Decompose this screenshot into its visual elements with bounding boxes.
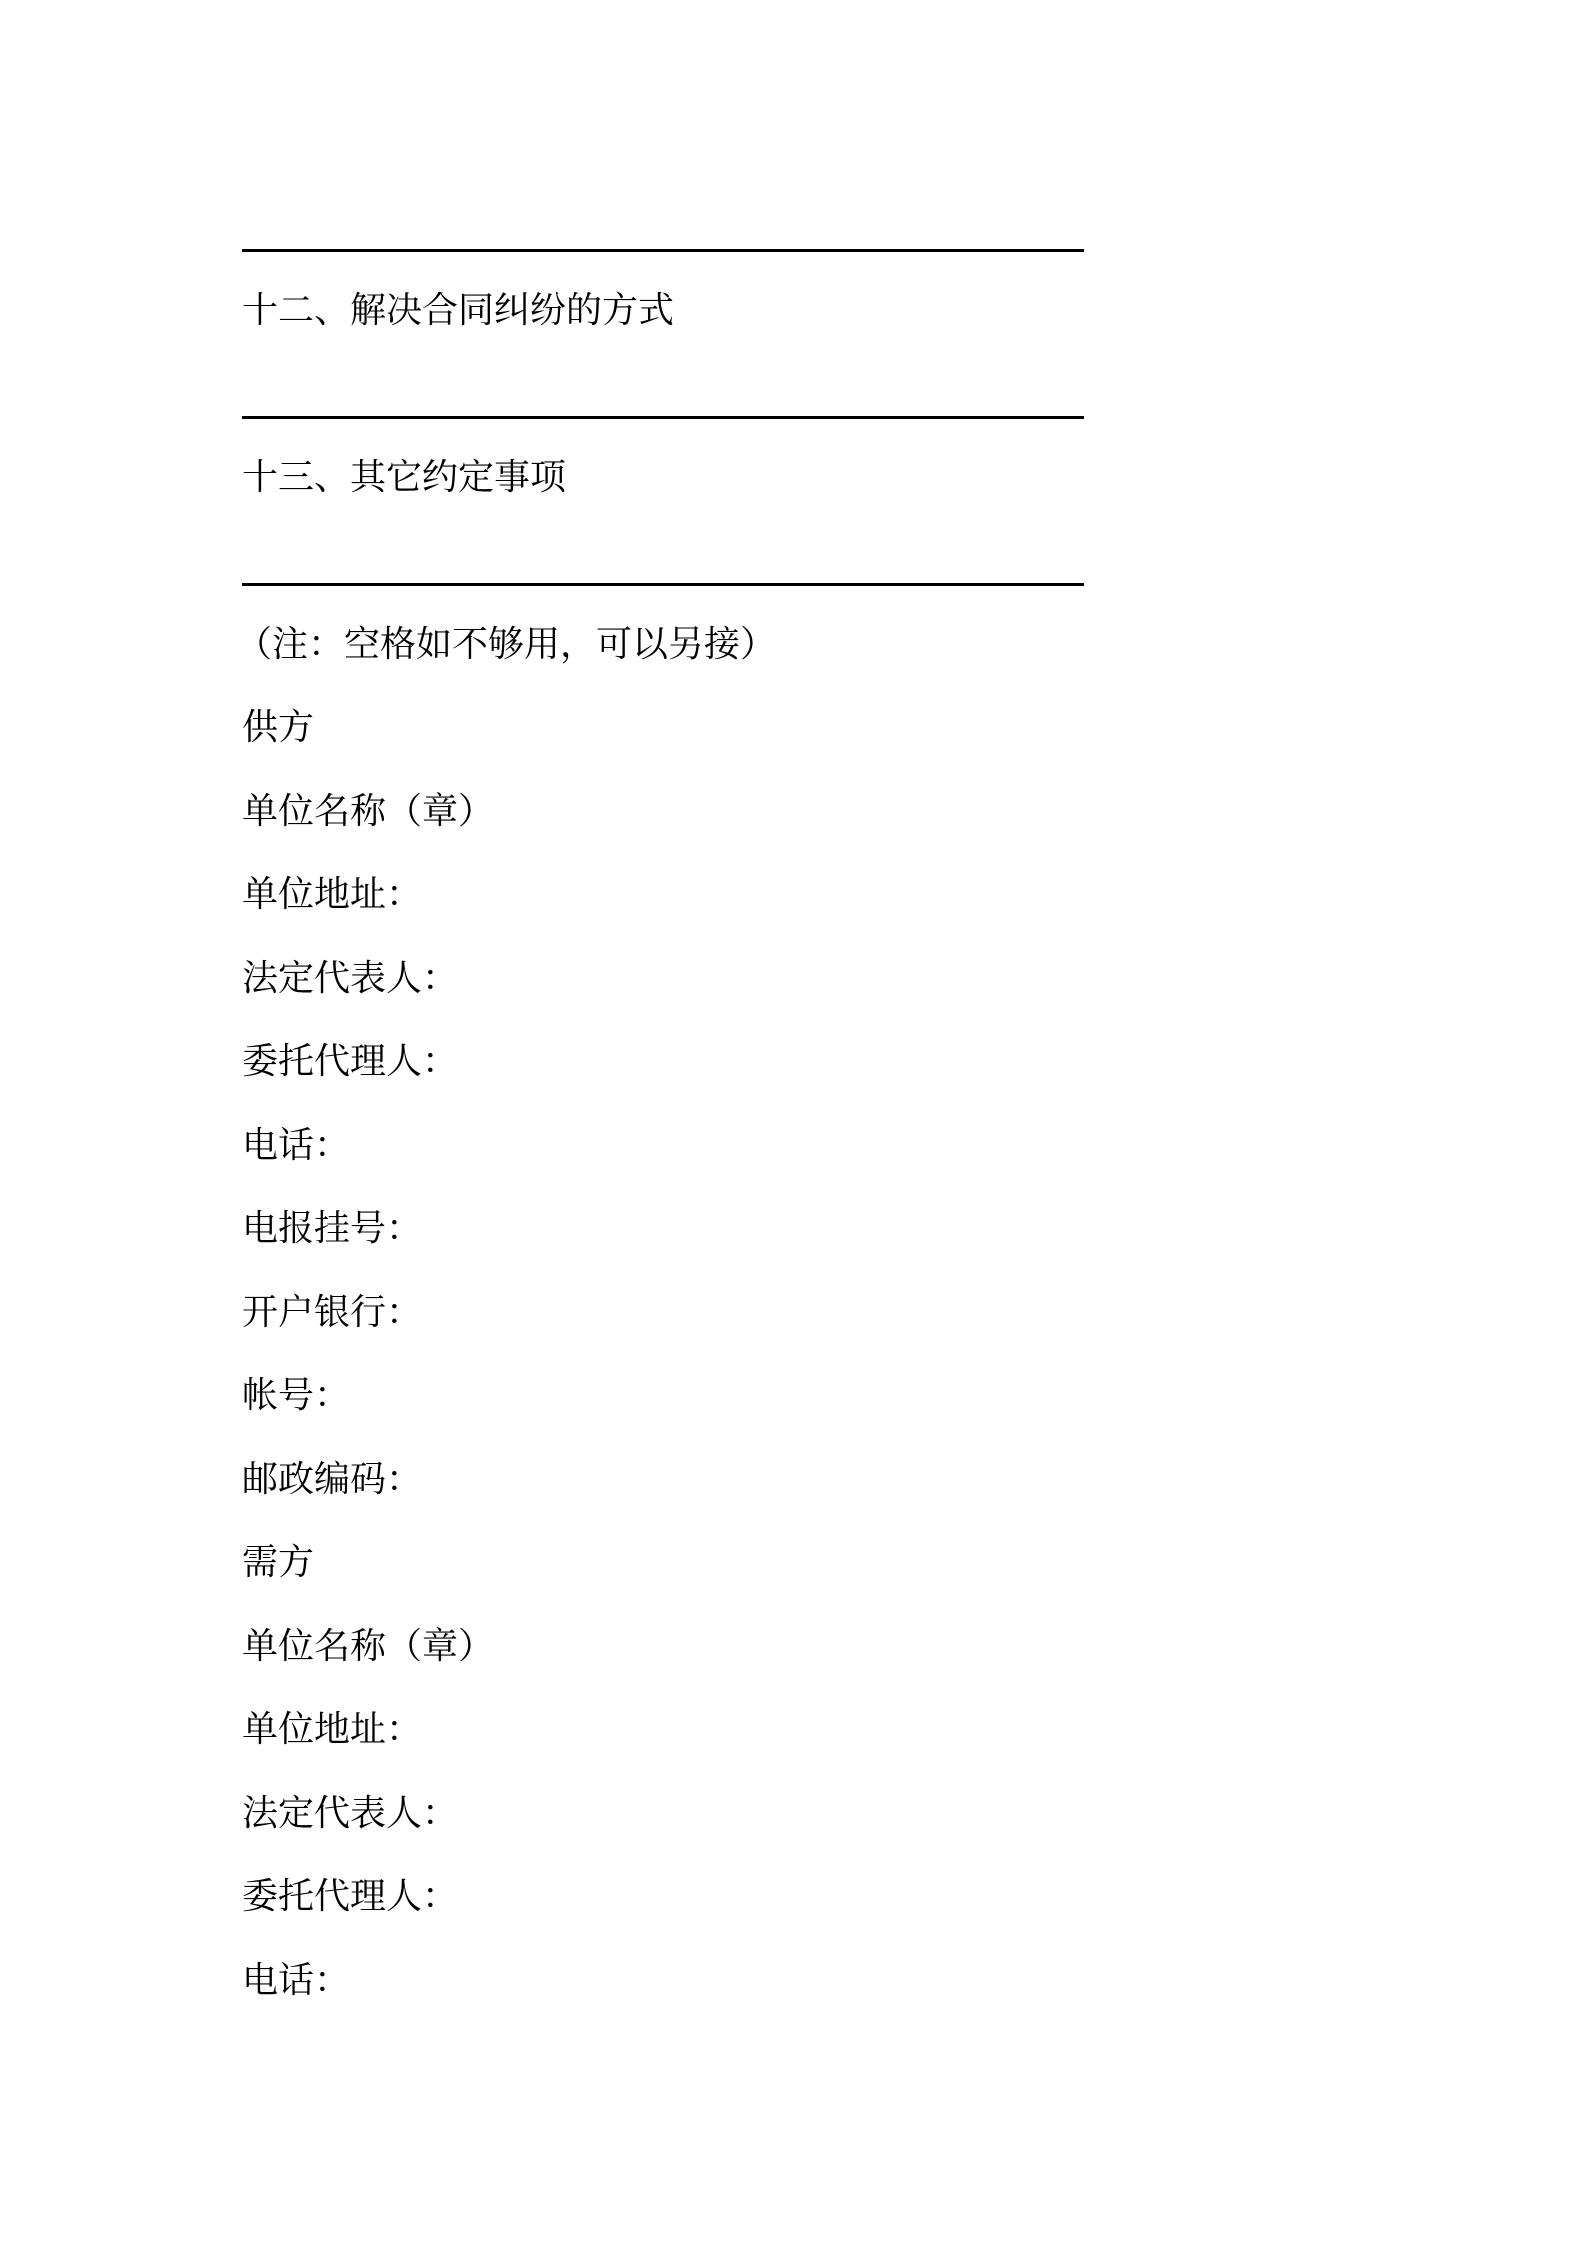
buyer-company-name-label: 单位名称（章） — [242, 1626, 495, 1667]
supplier-phone-label: 电话： — [242, 1125, 351, 1166]
supplier-postcode-label: 邮政编码： — [242, 1459, 423, 1500]
supplier-heading: 供方 — [242, 707, 315, 748]
section-13-heading: 十三、其它约定事项 — [242, 457, 567, 498]
section-12-heading: 十二、解决合同纠纷的方式 — [242, 290, 675, 331]
supplier-bank-label: 开户银行： — [242, 1292, 423, 1333]
buyer-heading: 需方 — [242, 1542, 315, 1583]
blank-fill-line — [242, 249, 1084, 252]
buyer-legal-rep-label: 法定代表人： — [242, 1793, 459, 1834]
blank-fill-line — [242, 416, 1084, 419]
buyer-phone-label: 电话： — [242, 1960, 351, 2001]
supplier-account-label: 帐号： — [242, 1375, 351, 1416]
supplier-telegraph-label: 电报挂号： — [242, 1208, 423, 1249]
supplier-legal-rep-label: 法定代表人： — [242, 958, 459, 999]
supplier-company-name-label: 单位名称（章） — [242, 791, 495, 832]
supplier-address-label: 单位地址： — [242, 874, 423, 915]
buyer-address-label: 单位地址： — [242, 1709, 423, 1750]
supplier-agent-label: 委托代理人： — [242, 1041, 459, 1082]
blank-fill-line — [242, 583, 1084, 586]
note-text: （注：空格如不够用，可以另接） — [236, 624, 777, 665]
buyer-agent-label: 委托代理人： — [242, 1876, 459, 1917]
